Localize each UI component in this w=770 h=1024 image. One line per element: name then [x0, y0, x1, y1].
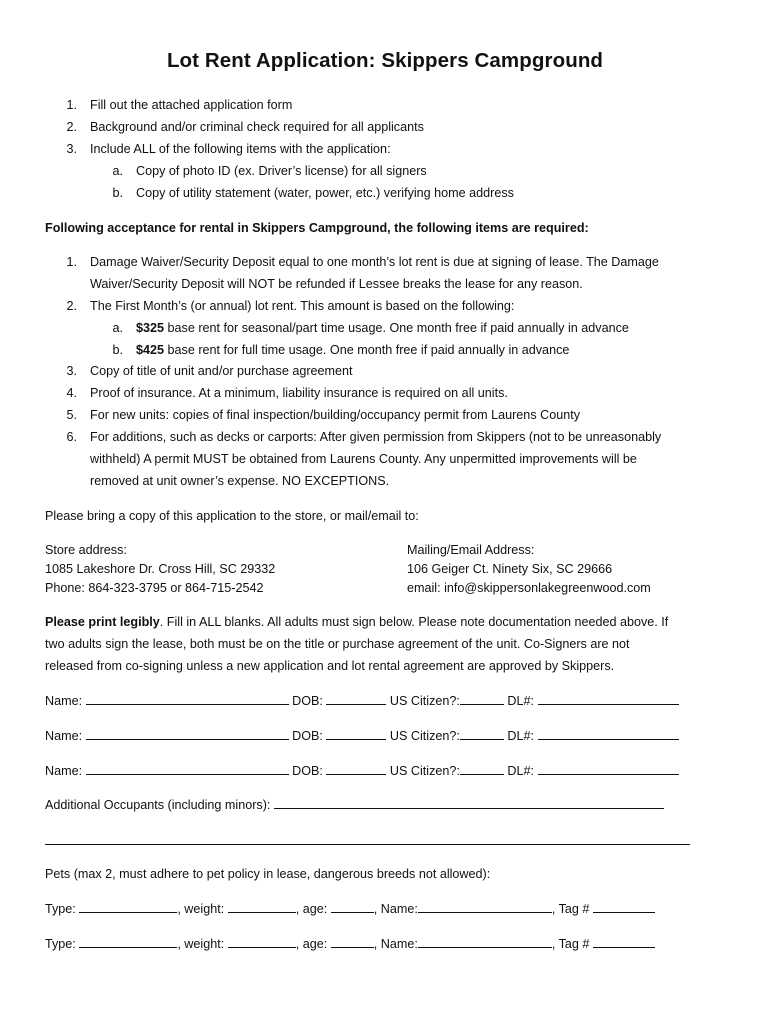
seasonal-price: $325	[136, 321, 165, 335]
occupants-field-line2[interactable]	[45, 844, 690, 845]
applicant-row: Name: DOB: US Citizen?: DL#:	[45, 690, 679, 712]
pet-weight-field[interactable]	[228, 898, 296, 913]
us-citizen-field[interactable]	[460, 690, 504, 705]
dob-field[interactable]	[326, 725, 386, 740]
pet-type-field[interactable]	[79, 898, 177, 913]
fulltime-price: $425	[136, 343, 165, 357]
dl-field[interactable]	[538, 690, 679, 705]
acceptance-heading: Following acceptance for rental in Skippers Campground, the following items are required:	[45, 221, 589, 235]
name-field[interactable]	[86, 760, 289, 775]
applicant-row: Name: DOB: US Citizen?: DL#:	[45, 725, 679, 747]
dob-field[interactable]	[326, 690, 386, 705]
applicant-row: Name: DOB: US Citizen?: DL#:	[45, 760, 679, 782]
pet-name-field[interactable]	[418, 898, 552, 913]
notice-line: Please print legibly. Fill in ALL blanks. All adults must sign below. Please note documentation needed above. If	[45, 615, 669, 629]
pet-age-field[interactable]	[331, 933, 374, 948]
price-item-seasonal: a. $325 base rent for seasonal/part time usage. One month free if paid annually in advance	[112, 321, 629, 335]
pet-weight-field[interactable]	[228, 933, 296, 948]
store-label: Store address:	[45, 543, 127, 557]
pet-tag-field[interactable]	[593, 933, 655, 948]
requirement-item: 6. For additions, such as decks or carports: After given permission from Skippers (not to be unreasonably	[66, 430, 662, 444]
pet-age-field[interactable]	[331, 898, 374, 913]
occupants-field[interactable]	[274, 794, 664, 809]
pet-name-field[interactable]	[418, 933, 552, 948]
requirement-item: 3. Copy of title of unit and/or purchase agreement	[66, 364, 353, 378]
list-subitem: a. Copy of photo ID (ex. Driver’s license) for all signers	[112, 164, 427, 178]
price-item-fulltime: b. $425 base rent for full time usage. One month free if paid annually in advance	[112, 343, 570, 357]
requirement-item: 2. The First Month’s (or annual) lot rent. This amount is based on the following:	[66, 299, 515, 313]
us-citizen-field[interactable]	[460, 725, 504, 740]
mailing-address: 106 Geiger Ct. Ninety Six, SC 29666	[407, 562, 613, 576]
list-item: 3. Include ALL of the following items with the application:	[66, 142, 391, 156]
mailing-label: Mailing/Email Address:	[407, 543, 535, 557]
notice-line: two adults sign the lease, both must be on the title or purchase agreement of the unit. Co-Signers are not	[45, 637, 630, 651]
list-subitem: b. Copy of utility statement (water, power, etc.) verifying home address	[112, 186, 514, 200]
name-field[interactable]	[86, 725, 289, 740]
list-item: 1. Fill out the attached application form	[66, 98, 293, 112]
mailing-email: email: info@skippersonlakegreenwood.com	[407, 581, 651, 595]
store-phone: Phone: 864-323-3795 or 864-715-2542	[45, 581, 264, 595]
page-title: Lot Rent Application: Skippers Campground	[166, 49, 604, 72]
pet-tag-field[interactable]	[593, 898, 655, 913]
pet-row: Type: , weight: , age: , Name: , Tag #	[45, 933, 655, 955]
us-citizen-field[interactable]	[460, 760, 504, 775]
list-item: 2. Background and/or criminal check required for all applicants	[66, 120, 424, 134]
name-field[interactable]	[86, 690, 289, 705]
notice-line: released from co-signing unless a new application and lot rental agreement are approved by Skippers.	[45, 659, 615, 673]
dob-field[interactable]	[326, 760, 386, 775]
dl-field[interactable]	[538, 725, 679, 740]
pets-label: Pets (max 2, must adhere to pet policy in lease, dangerous breeds not allowed):	[45, 867, 491, 881]
dl-field[interactable]	[538, 760, 679, 775]
bring-copy-text: Please bring a copy of this application to the store, or mail/email to:	[45, 509, 419, 523]
requirement-item: 4. Proof of insurance. At a minimum, liability insurance is required on all units.	[66, 386, 508, 400]
pet-row: Type: , weight: , age: , Name: , Tag #	[45, 898, 655, 920]
store-address: 1085 Lakeshore Dr. Cross Hill, SC 29332	[45, 562, 276, 576]
occupants-row: Additional Occupants (including minors):	[45, 794, 664, 816]
requirement-item: 5. For new units: copies of final inspection/building/occupancy permit from Laurens County	[66, 408, 581, 422]
requirement-item: 1. Damage Waiver/Security Deposit equal to one month’s lot rent is due at signing of lease. The Damage	[66, 255, 659, 269]
pet-type-field[interactable]	[79, 933, 177, 948]
